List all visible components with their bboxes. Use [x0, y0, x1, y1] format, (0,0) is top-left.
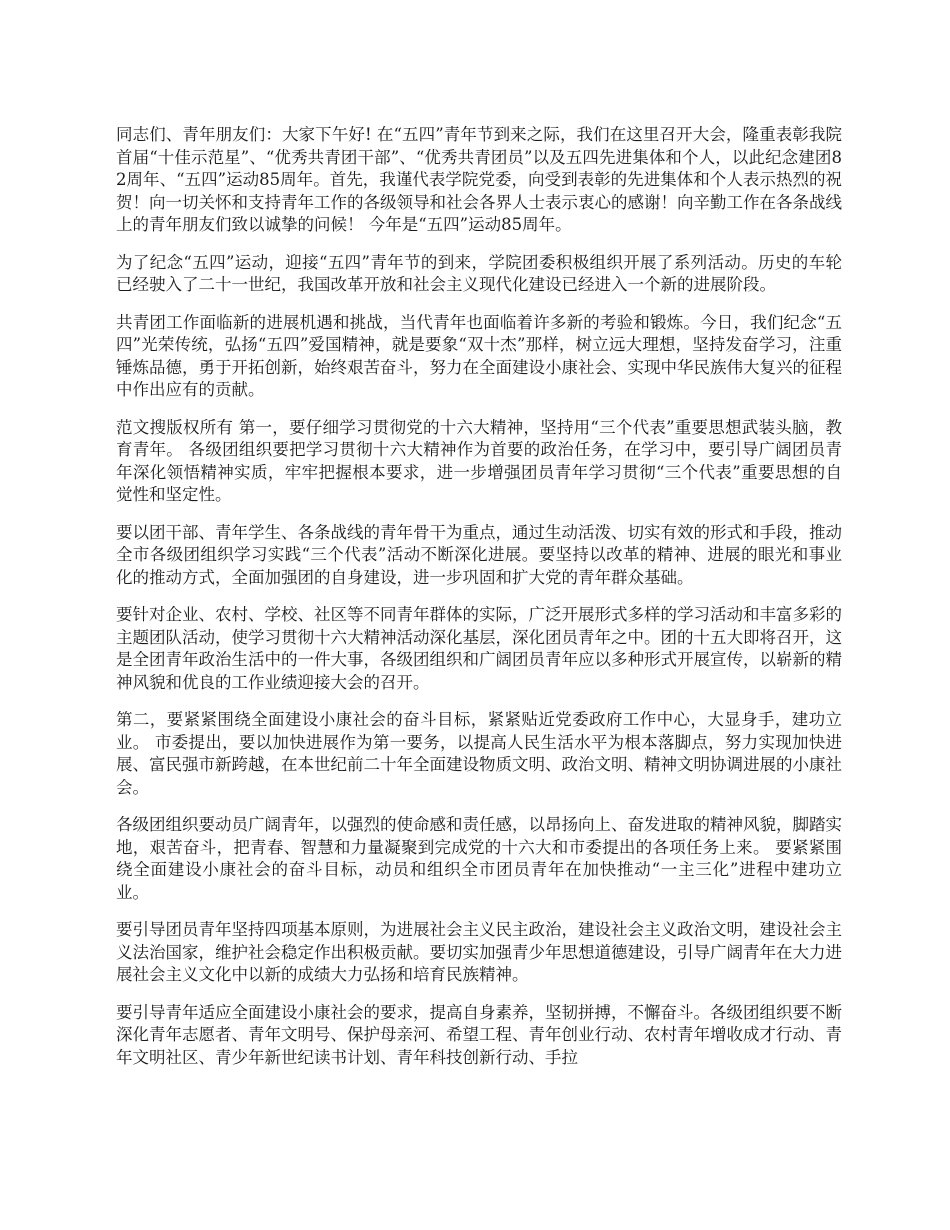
paragraph-cadre-focus: 要以团干部、青年学生、各条战线的青年骨干为重点，通过生动活泼、切实有效的形式和手段，推动全市各级团组织学习实践“三个代表”活动不断深化进展。要坚持以改革的精神、进展的眼光和事业化的推动方式，全面加强团的自身建设，进一步巩固和扩大党的青年群众基础。 — [116, 522, 842, 587]
paragraph-first-point: 范文搜版权所有 第一，要仔细学习贯彻党的十六大精神，坚持用“三个代表”重要思想武装头脑，教育青年。 各级团组织要把学习贯彻十六大精神作为首要的政治任务，在学习中，要引导广阔团员青年深化领悟精神实质，牢牢把握根本要求，进一步增强团员青年学习贯彻“三个代表”重要思想的自觉性和坚定性。 — [116, 417, 842, 504]
document-body — [116, 124, 842, 1084]
paragraph-self-improvement: 要引导青年适应全面建设小康社会的要求，提高自身素养，坚韧拼搏，不懈奋斗。各级团组织要不断深化青年志愿者、青年文明号、保护母亲河、希望工程、青年创业行动、农村青年增收成才行动、青年文明社区、青少年新世纪读书计划、青年科技创新行动、手拉 — [116, 1002, 842, 1067]
paragraph-commemoration: 为了纪念“五四”运动，迎接“五四”青年节的到来，学院团委积极组织开展了系列活动。历史的车轮已经驶入了二十一世纪，我国改革开放和社会主义现代化建设已经进入一个新的进展阶段。 — [116, 252, 842, 294]
paragraph-grassroots-activities: 要针对企业、农村、学校、社区等不同青年群体的实际，广泛开展形式多样的学习活动和丰富多彩的主题团队活动，使学习贯彻十六大精神活动深化基层，深化团员青年之中。团的十五大即将召开，这是全团青年政治生活中的一件大事，各级团组织和广阔团员青年应以多种形式开展宣传，以崭新的精神风貌和优良的工作业绩迎接大会的召开。 — [116, 605, 842, 692]
paragraph-mobilize-youth: 各级团组织要动员广阔青年，以强烈的使命感和责任感，以昂扬向上、奋发进取的精神风貌，脚踏实地，艰苦奋斗，把青春、智慧和力量凝聚到完成党的十六大和市委提出的各项任务上来。 要紧紧围绕全面建设小康社会的奋斗目标，动员和组织全市团员青年在加快推动“一主三化”进程中建功立业。 — [116, 815, 842, 902]
paragraph-principles: 要引导团员青年坚持四项基本原则，为进展社会主义民主政治，建设社会主义政治文明，建设社会主义法治国家，维护社会稳定作出积极贡献。要切实加强青少年思想道德建设，引导广阔青年在大力进展社会主义文化中以新的成绩大力弘扬和培育民族精神。 — [116, 920, 842, 984]
paragraph-second-point: 第二，要紧紧围绕全面建设小康社会的奋斗目标，紧紧贴近党委政府工作中心，大显身手，建功立业。 市委提出，要以加快进展作为第一要务，以提高人民生活水平为根本落脚点，努力实现加快进展、富民强市新跨越，在本世纪前二十年全面建设物质文明、政治文明、精神文明协调进展的小康社会。 — [116, 710, 842, 797]
paragraph-greeting: 同志们、青年朋友们：大家下午好! 在“五四”青年节到来之际，我们在这里召开大会，隆重表彰我院首届“十佳示范星”、“优秀共青团干部”、“优秀共青团员”以及五四先进集体和个人，以此纪念建团82周年、“五四”运动85周年。首先，我谨代表学院党委，向受到表彰的先进集体和个人表示热烈的祝贺！向一切关怀和支持青年工作的各级领导和社会各界人士表示衷心的感谢！向辛勤工作在各条战线上的青年朋友们致以诚挚的问候！ 今年是“五四”运动85周年。 — [116, 125, 842, 234]
paragraph-challenges: 共青团工作面临新的进展机遇和挑战，当代青年也面临着许多新的考验和锻炼。今日，我们纪念“五四”光荣传统，弘扬“五四”爱国精神，就是要象“双十杰”那样，树立远大理想，坚持发奋学习，注重锤炼品德，勇于开拓创新，始终艰苦奋斗，努力在全面建设小康社会、实现中华民族伟大复兴的征程中作出应有的贡献。 — [116, 312, 842, 399]
